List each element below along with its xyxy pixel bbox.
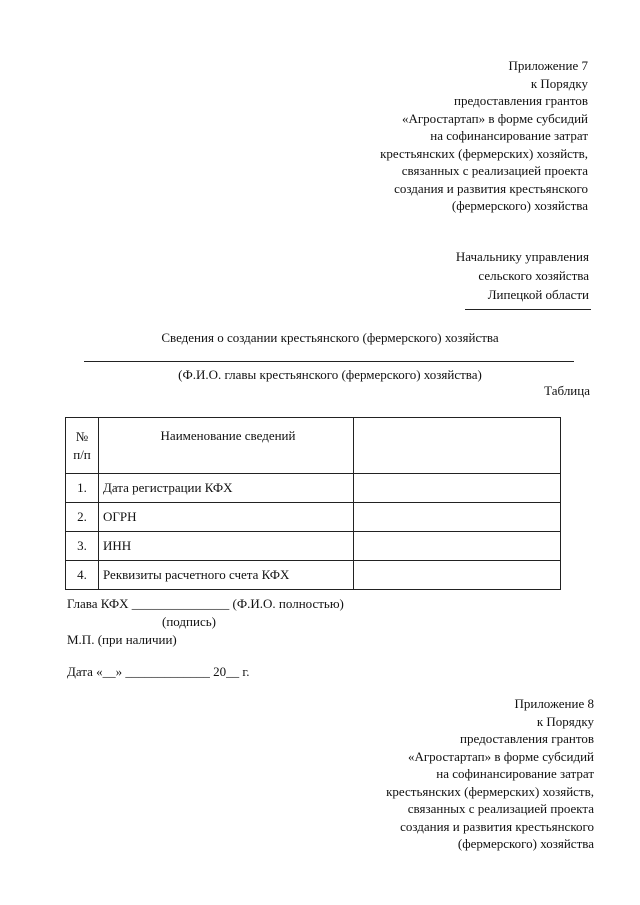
appendix-8-line: к Порядку bbox=[536, 713, 594, 729]
info-table bbox=[65, 417, 561, 590]
row-value-cell[interactable] bbox=[354, 474, 561, 503]
header-value-cell bbox=[354, 418, 561, 474]
appendix-7-header bbox=[380, 57, 588, 215]
fio-caption: (Ф.И.О. главы крестьянского (фермерского) хозяйства) bbox=[178, 367, 482, 382]
header-number-sign: № bbox=[75, 428, 89, 444]
row-name: ОГРН bbox=[99, 503, 354, 532]
head-signature-line: Глава КФХ _______________ (Ф.И.О. полностью) bbox=[67, 596, 344, 611]
fio-fill-line bbox=[84, 361, 574, 362]
appendix-7-line: к Порядку bbox=[530, 75, 588, 91]
addressee-signature-line bbox=[465, 309, 591, 310]
row-value-cell[interactable] bbox=[354, 561, 561, 590]
appendix-7-line: на софинансирование затрат bbox=[430, 128, 588, 143]
addressee-line: Липецкой области bbox=[487, 287, 589, 302]
appendix-8-line: крестьянских (фермерских) хозяйств, bbox=[386, 783, 594, 799]
table-header-row bbox=[66, 418, 561, 474]
addressee-block bbox=[456, 247, 589, 304]
appendix-8-line: на софинансирование затрат bbox=[436, 766, 594, 781]
row-number: 4. bbox=[66, 561, 99, 590]
appendix-7-line: крестьянских (фермерских) хозяйств, bbox=[380, 145, 588, 161]
table-row bbox=[66, 532, 561, 561]
row-name: Дата регистрации КФХ bbox=[99, 474, 354, 503]
appendix-7-line: «Агростартап» в форме субсидий bbox=[401, 110, 588, 126]
header-name-cell: Наименование сведений bbox=[99, 418, 354, 474]
appendix-8-header bbox=[386, 695, 594, 853]
addressee-line: Начальнику управления bbox=[455, 249, 589, 264]
table-row bbox=[66, 474, 561, 503]
row-name: Реквизиты расчетного счета КФХ bbox=[99, 561, 354, 590]
row-name: ИНН bbox=[99, 532, 354, 561]
appendix-7-line: создания и развития крестьянского bbox=[394, 180, 588, 196]
appendix-7-line: (фермерского) хозяйства bbox=[451, 198, 588, 213]
appendix-7-line: связанных с реализацией проекта bbox=[401, 163, 588, 178]
date-line: Дата «__» _____________ 20__ г. bbox=[67, 664, 250, 679]
row-value-cell[interactable] bbox=[354, 503, 561, 532]
row-number: 2. bbox=[66, 503, 99, 532]
appendix-8-line: предоставления грантов bbox=[460, 731, 594, 746]
header-number-cell bbox=[66, 418, 99, 474]
appendix-8-line: «Агростартап» в форме субсидий bbox=[407, 748, 594, 764]
table-label: Таблица bbox=[544, 383, 590, 398]
appendix-7-line: Приложение 7 bbox=[508, 58, 588, 73]
row-value-cell[interactable] bbox=[354, 532, 561, 561]
addressee-line: сельского хозяйства bbox=[478, 268, 589, 283]
appendix-8-line: создания и развития крестьянского bbox=[400, 818, 594, 834]
appendix-8-line: Приложение 8 bbox=[514, 696, 594, 711]
appendix-7-line: предоставления грантов bbox=[454, 93, 588, 108]
signature-caption: (подпись) bbox=[162, 614, 216, 629]
table-row bbox=[66, 561, 561, 590]
stamp-note: М.П. (при наличии) bbox=[67, 632, 177, 647]
document-title: Сведения о создании крестьянского (фермерского) хозяйства bbox=[161, 330, 499, 345]
appendix-8-line: связанных с реализацией проекта bbox=[407, 801, 594, 816]
table-row bbox=[66, 503, 561, 532]
row-number: 3. bbox=[66, 532, 99, 561]
row-number: 1. bbox=[66, 474, 99, 503]
appendix-8-line: (фермерского) хозяйства bbox=[457, 836, 594, 851]
header-number-abbr: п/п bbox=[73, 446, 91, 462]
